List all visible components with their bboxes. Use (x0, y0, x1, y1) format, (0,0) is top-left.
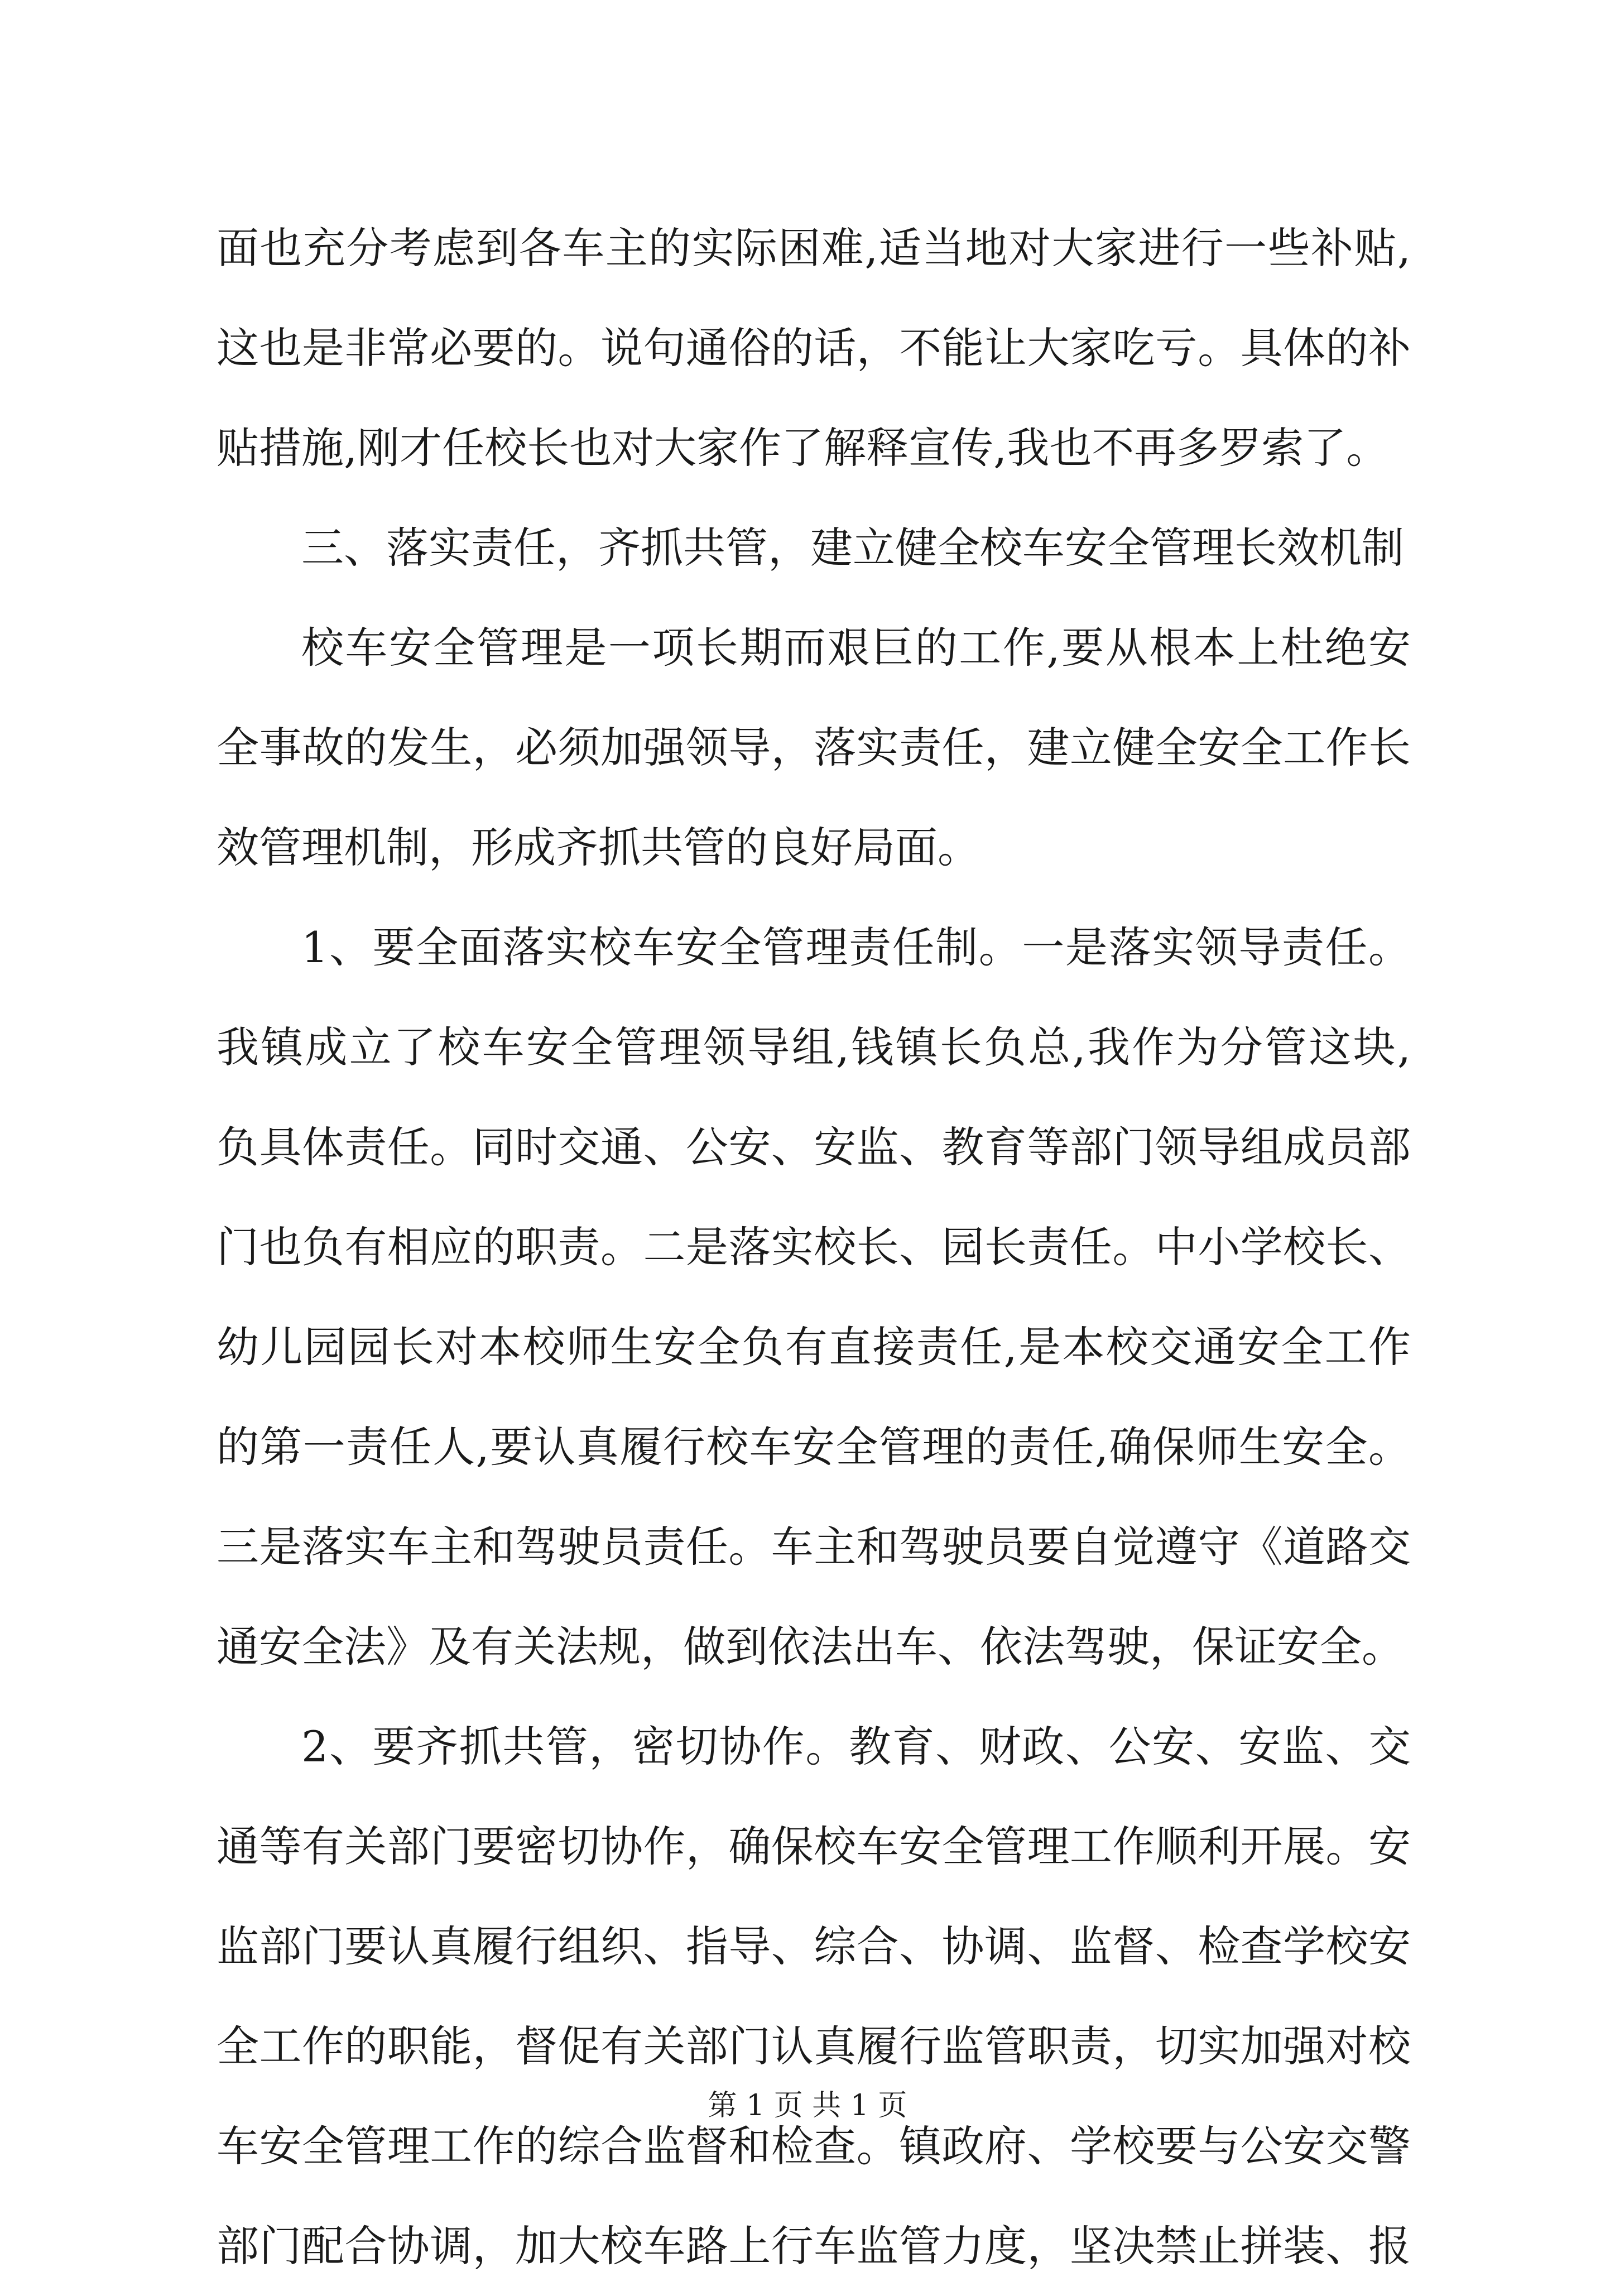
text-line: 全工作的职能，督促有关部门认真履行监管职责，切实加强对校 (217, 2021, 1411, 2071)
text-line: 通等有关部门要密切协作，确保校车安全管理工作顺利开展。安 (217, 1822, 1411, 1871)
text-line: 校车安全管理是一项长期而艰巨的工作,要从根本上杜绝安 (301, 623, 1411, 673)
page-footer: 第 1 页 共 1 页 (708, 2089, 907, 2122)
text-line: 部门配合协调，加大校车路上行车监管力度，坚决禁止拼装、报 (217, 2221, 1411, 2271)
text-line: 效管理机制，形成齐抓共管的良好局面。 (217, 823, 980, 872)
text-line: 1、要全面落实校车安全管理责任制。一是落实领导责任。 (301, 923, 1411, 972)
text-line: 监部门要认真履行组织、指导、综合、协调、监督、检查学校安 (217, 1922, 1411, 1971)
text-line: 我镇成立了校车安全管理领导组,钱镇长负总,我作为分管这块, (217, 1022, 1411, 1072)
text-line: 通安全法》及有关法规，做到依法出车、依法驾驶，保证安全。 (217, 1622, 1404, 1671)
text-line: 车安全管理工作的综合监督和检查。镇政府、学校要与公安交警 (217, 2121, 1411, 2171)
text-line: 门也负有相应的职责。二是落实校长、园长责任。中小学校长、 (217, 1222, 1411, 1272)
text-line: 贴措施,刚才任校长也对大家作了解释宣传,我也不再多罗索了。 (217, 423, 1389, 473)
text-line: 2、要齐抓共管，密切协作。教育、财政、公安、安监、交 (301, 1722, 1411, 1771)
text-line: 三、落实责任，齐抓共管，建立健全校车安全管理长效机制 (301, 523, 1404, 573)
text-line: 幼儿园园长对本校师生安全负有直接责任,是本校交通安全工作 (217, 1322, 1411, 1372)
text-line: 的第一责任人,要认真履行校车安全管理的责任,确保师生安全。 (217, 1422, 1411, 1472)
text-line: 三是落实车主和驾驶员责任。车主和驾驶员要自觉遵守《道路交 (217, 1522, 1411, 1572)
text-line: 负具体责任。同时交通、公安、安监、教育等部门领导组成员部 (217, 1122, 1411, 1172)
document-body (217, 198, 1411, 2296)
text-line: 这也是非常必要的。说句通俗的话，不能让大家吃亏。具体的补 (217, 323, 1411, 373)
text-line: 全事故的发生，必须加强领导，落实责任，建立健全安全工作长 (217, 723, 1411, 772)
text-line: 面也充分考虑到各车主的实际困难,适当地对大家进行一些补贴, (217, 223, 1411, 273)
